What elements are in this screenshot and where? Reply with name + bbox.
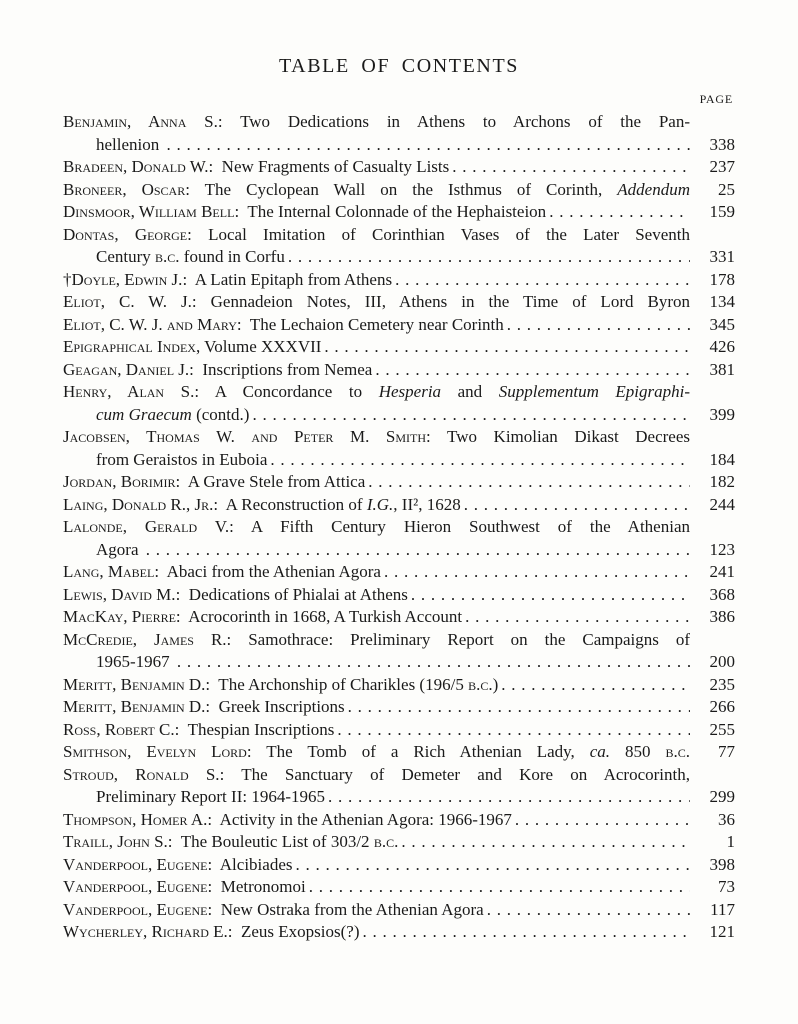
entry-text <box>63 224 690 247</box>
entry-text-segment: : Metronomoi <box>207 877 306 896</box>
entry-text-segment: : The Sanctuary of Demeter and Kore on Acrocorinth, <box>219 764 690 784</box>
dot-leader <box>337 719 690 742</box>
dot-leader <box>177 651 690 674</box>
entry-text-segment: : Inscriptions from Nemea <box>189 359 373 379</box>
dot-leader <box>146 539 690 562</box>
entry-text-segment: : A Grave Stele from Attica <box>175 472 366 491</box>
entry-text <box>96 786 690 809</box>
page-number: 178 <box>709 269 735 289</box>
entry-text-segment: Smithson, Evelyn Lord <box>63 742 247 761</box>
toc-line <box>63 674 735 697</box>
entry-text-segment: found in Corfu <box>179 247 285 266</box>
entry-text-segment: Preliminary Report II: 1964-1965 <box>96 787 325 806</box>
entry-text-segment: Thompson, Homer A. <box>63 809 208 829</box>
dot-leader <box>401 831 690 854</box>
toc-line <box>63 854 735 877</box>
page-number: 36 <box>718 809 735 829</box>
entry-text-segment: and <box>441 382 499 401</box>
entry-text-segment: : Activity in the Athenian Agora: 1966-1967 <box>207 809 512 829</box>
entry-text-segment: Laing, Donald R., Jr. <box>63 494 214 514</box>
entry-text-segment: : Dedications of Phialai at Athens <box>175 584 408 604</box>
page-number: 255 <box>709 719 735 739</box>
page-number: 159 <box>709 202 735 221</box>
page-number: 331 <box>709 247 735 266</box>
toc-line <box>63 764 735 787</box>
entry-text-segment: Lewis, David M. <box>63 584 176 604</box>
dot-leader <box>295 854 690 877</box>
toc-line <box>63 741 735 764</box>
entry-text-segment: : Two Dedications in Athens to Archons of the Pan- <box>217 112 690 131</box>
page-number: 241 <box>709 562 735 581</box>
entry-text <box>63 314 690 337</box>
entry-text-segment: Geagan, Daniel J. <box>63 359 190 379</box>
page-number: 266 <box>709 697 735 716</box>
entry-text-segment: : Local Imitation of Corinthian Vases of the Later Seventh <box>187 224 690 244</box>
entry-text <box>63 674 690 697</box>
entry-text <box>96 404 690 427</box>
page-number: 77 <box>718 742 735 761</box>
entry-text <box>63 179 690 202</box>
dot-leader <box>507 314 690 337</box>
toc-line <box>63 336 735 359</box>
entry-text-segment: : New Ostraka from the Athenian Agora <box>207 899 484 919</box>
page-number: 368 <box>709 584 735 604</box>
toc-line <box>96 134 735 157</box>
page-number: 398 <box>709 854 735 874</box>
page-number: 121 <box>709 922 735 941</box>
entry-text-segment: , Volume XXXVII <box>195 337 322 356</box>
dot-leader <box>368 471 690 494</box>
entry-text <box>63 719 690 742</box>
entry-text-segment: : A Concordance to <box>194 382 379 401</box>
entry-text-segment: 850 <box>610 742 666 761</box>
page-column-label: PAGE <box>699 92 733 106</box>
page-number: 123 <box>709 539 735 559</box>
entry-text <box>63 494 690 517</box>
entry-text-segment: Vanderpool, Eugene <box>63 854 208 874</box>
toc-line <box>96 246 735 269</box>
dot-leader <box>252 404 690 427</box>
entry-text <box>63 336 690 359</box>
dot-leader <box>395 269 690 292</box>
entry-text-segment: : Thespian Inscriptions <box>174 719 335 739</box>
entry-text-segment: , II², 1628 <box>393 494 461 514</box>
entry-text-segment: : Greek Inscriptions <box>205 697 345 716</box>
entry-text <box>96 539 690 562</box>
toc-line <box>96 651 735 674</box>
page-number: 134 <box>709 292 735 311</box>
page-number: 338 <box>709 134 735 154</box>
entry-text-segment: Broneer, Oscar <box>63 179 186 199</box>
entry-text-segment: b.c. <box>468 674 493 694</box>
entry-text <box>63 629 690 652</box>
entry-text-segment: : A Reconstruction of <box>213 494 367 514</box>
page-number: 1 <box>726 832 735 851</box>
entry-text <box>63 359 690 382</box>
toc-line <box>63 696 735 719</box>
entry-text-segment: Stroud, Ronald S. <box>63 764 220 784</box>
dot-leader <box>270 449 690 472</box>
page-number: 299 <box>709 787 735 806</box>
entry-text-segment: Century <box>96 247 156 266</box>
entry-text <box>63 876 690 899</box>
entry-text <box>63 831 690 854</box>
toc-line <box>63 809 735 832</box>
entry-text-segment: : The Archonship of Charikles (196/5 <box>205 674 469 694</box>
entry-text-segment: Jacobsen, Thomas W. and Peter M. Smith <box>63 427 427 446</box>
dot-leader <box>452 156 690 179</box>
entry-text <box>63 111 690 134</box>
toc-line <box>63 471 735 494</box>
page-number: 184 <box>709 449 735 469</box>
entry-text-segment: : A Latin Epitaph from Athens <box>182 269 393 289</box>
toc-line <box>63 359 735 382</box>
toc-line <box>63 606 735 629</box>
entry-text <box>63 426 690 449</box>
entry-text <box>63 381 690 404</box>
entry-text-segment: Vanderpool, Eugene <box>63 877 208 896</box>
toc-line <box>63 584 735 607</box>
entry-text-segment: Traill, John S. <box>63 832 168 851</box>
entry-text-segment: : The Lechaion Cemetery near Corinth <box>236 314 504 334</box>
toc-line <box>63 291 735 314</box>
entry-text <box>63 696 690 719</box>
toc-line <box>63 899 735 922</box>
toc-line <box>63 921 735 944</box>
entry-text-segment: b.c. <box>665 742 690 761</box>
dot-leader <box>464 494 690 517</box>
page-number: 386 <box>709 607 735 626</box>
entry-text-segment: Jordan, Borimir <box>63 472 176 491</box>
toc-line <box>63 269 735 292</box>
entry-text-segment: from Geraistos in Euboia <box>96 449 268 469</box>
dot-leader <box>515 809 690 832</box>
toc-line <box>63 224 735 247</box>
toc-line <box>63 156 735 179</box>
entry-text-segment: McCredie, James R. <box>63 629 227 649</box>
entry-text-segment: Lang, Mabel <box>63 562 155 581</box>
entry-text <box>63 584 690 607</box>
page-number: 182 <box>709 472 735 491</box>
entry-text <box>63 516 690 539</box>
entry-text-segment: : The Cyclopean Wall on the Isthmus of Corinth, <box>185 179 618 199</box>
entry-text-segment: Ross, Robert C. <box>63 719 175 739</box>
dot-leader <box>288 246 690 269</box>
page-number: 399 <box>709 404 735 424</box>
entry-text-segment: : Two Kimolian Dikast Decrees <box>426 427 690 446</box>
dot-leader <box>487 899 690 922</box>
toc-line <box>63 516 735 539</box>
entry-text-segment: ca. <box>589 742 611 761</box>
entry-text <box>63 741 690 764</box>
entry-text-segment: : The Internal Colonnade of the Hephaisteion <box>234 202 547 221</box>
page-number: 73 <box>718 877 735 896</box>
entry-text <box>63 809 690 832</box>
entry-text <box>63 291 690 314</box>
page-number: 345 <box>709 314 735 334</box>
entry-text-segment: Dinsmoor, William Bell <box>63 202 235 221</box>
entry-text <box>96 134 690 157</box>
page-title: TABLE OF CONTENTS <box>278 55 520 77</box>
dot-leader <box>324 336 690 359</box>
entry-text-segment: Meritt, Benjamin D. <box>63 674 206 694</box>
entry-text <box>63 471 690 494</box>
toc-line <box>63 719 735 742</box>
entry-text <box>96 651 690 674</box>
entry-text-segment: Supplementum Epigraphi- <box>498 382 690 401</box>
page-number: 237 <box>709 157 735 176</box>
entry-text-segment: cum Graecum <box>96 404 192 424</box>
dot-leader <box>549 201 690 224</box>
entry-text-segment: Doyle, Edwin J. <box>71 269 183 289</box>
entry-text <box>63 561 690 584</box>
entry-text-segment: Addendum <box>617 179 690 199</box>
dot-leader <box>501 674 690 697</box>
entry-text-segment: Lalonde, Gerald V. <box>63 517 230 536</box>
toc-line <box>96 539 735 562</box>
toc-line <box>96 449 735 472</box>
entry-text-segment: 1965-1967 <box>96 652 174 671</box>
toc-line <box>63 561 735 584</box>
entry-text-segment: (contd.) <box>191 404 250 424</box>
entry-text-segment: : Gennadeion Notes, III, Athens in the Time of Lord Byron <box>191 292 690 311</box>
toc-line <box>63 314 735 337</box>
entry-text-segment: Henry, Alan S. <box>63 382 195 401</box>
entry-text-segment: Benjamin, Anna S. <box>63 112 218 131</box>
dot-leader <box>348 696 690 719</box>
dot-leader <box>167 134 690 157</box>
entry-text-segment: I.G. <box>366 494 394 514</box>
entry-text <box>63 854 690 877</box>
page-number: 200 <box>709 652 735 671</box>
toc-line <box>96 786 735 809</box>
page-number: 244 <box>709 494 735 514</box>
toc-line <box>63 111 735 134</box>
entry-text-segment: Eliot, C. W. J. and Mary <box>63 314 237 334</box>
toc-line <box>63 876 735 899</box>
entry-text-segment: Dontas, George <box>63 224 188 244</box>
entry-text-segment: MacKay, Pierre <box>63 607 176 626</box>
entry-text-segment: b.c. <box>373 832 399 851</box>
entry-text-segment: : Alcibiades <box>207 854 293 874</box>
entry-text-segment: Bradeen, Donald W. <box>63 157 209 176</box>
entry-text <box>63 201 690 224</box>
entry-text-segment: : Zeus Exopsios(?) <box>227 922 360 941</box>
page-number: 235 <box>709 674 735 694</box>
page-number: 381 <box>709 359 735 379</box>
entry-text-segment: Vanderpool, Eugene <box>63 899 208 919</box>
entry-text-segment: ) <box>492 674 499 694</box>
dot-leader <box>465 606 690 629</box>
entry-text <box>63 269 690 292</box>
entry-text-segment: hellenion <box>96 134 164 154</box>
entry-text-segment: : Acrocorinth in 1668, A Turkish Account <box>175 607 463 626</box>
dot-leader <box>411 584 690 607</box>
toc-list <box>63 111 735 944</box>
entry-text-segment: : Samothrace: Preliminary Report on the Campaigns of <box>226 629 690 649</box>
toc-line <box>63 201 735 224</box>
entry-text-segment: Wycherley, Richard E. <box>63 922 228 941</box>
entry-text-segment: Epigraphical Index <box>63 337 196 356</box>
toc-line <box>96 404 735 427</box>
entry-text-segment: Eliot, C. W. J. <box>63 292 192 311</box>
page-number: 426 <box>709 337 735 356</box>
toc-line <box>63 381 735 404</box>
entry-text-segment: Agora <box>96 539 143 559</box>
toc-line <box>63 494 735 517</box>
entry-text <box>63 764 690 787</box>
entry-text <box>63 921 690 944</box>
page-number: 117 <box>710 899 735 919</box>
entry-text <box>63 899 690 922</box>
entry-text-segment: Hesperia <box>378 382 442 401</box>
toc-line <box>63 831 735 854</box>
entry-text-segment: : New Fragments of Casualty Lists <box>208 157 450 176</box>
entry-text <box>63 156 690 179</box>
dot-leader <box>363 921 690 944</box>
toc-line <box>63 629 735 652</box>
dot-leader <box>328 786 690 809</box>
entry-text-segment: : A Fifth Century Hieron Southwest of the Athenian <box>229 517 690 536</box>
toc-line <box>63 426 735 449</box>
entry-text-segment: † <box>63 269 72 289</box>
entry-text <box>96 246 690 269</box>
entry-text-segment: b.c. <box>155 247 180 266</box>
dot-leader <box>375 359 690 382</box>
toc-line <box>63 179 735 202</box>
entry-text-segment: Meritt, Benjamin D. <box>63 697 206 716</box>
page-number: 25 <box>718 179 735 199</box>
entry-text-segment: : Abaci from the Athenian Agora <box>154 562 381 581</box>
entry-text <box>63 606 690 629</box>
entry-text <box>96 449 690 472</box>
dot-leader <box>384 561 690 584</box>
entry-text-segment: : The Bouleutic List of 303/2 <box>167 832 374 851</box>
dot-leader <box>309 876 690 899</box>
entry-text-segment: : The Tomb of a Rich Athenian Lady, <box>246 742 590 761</box>
